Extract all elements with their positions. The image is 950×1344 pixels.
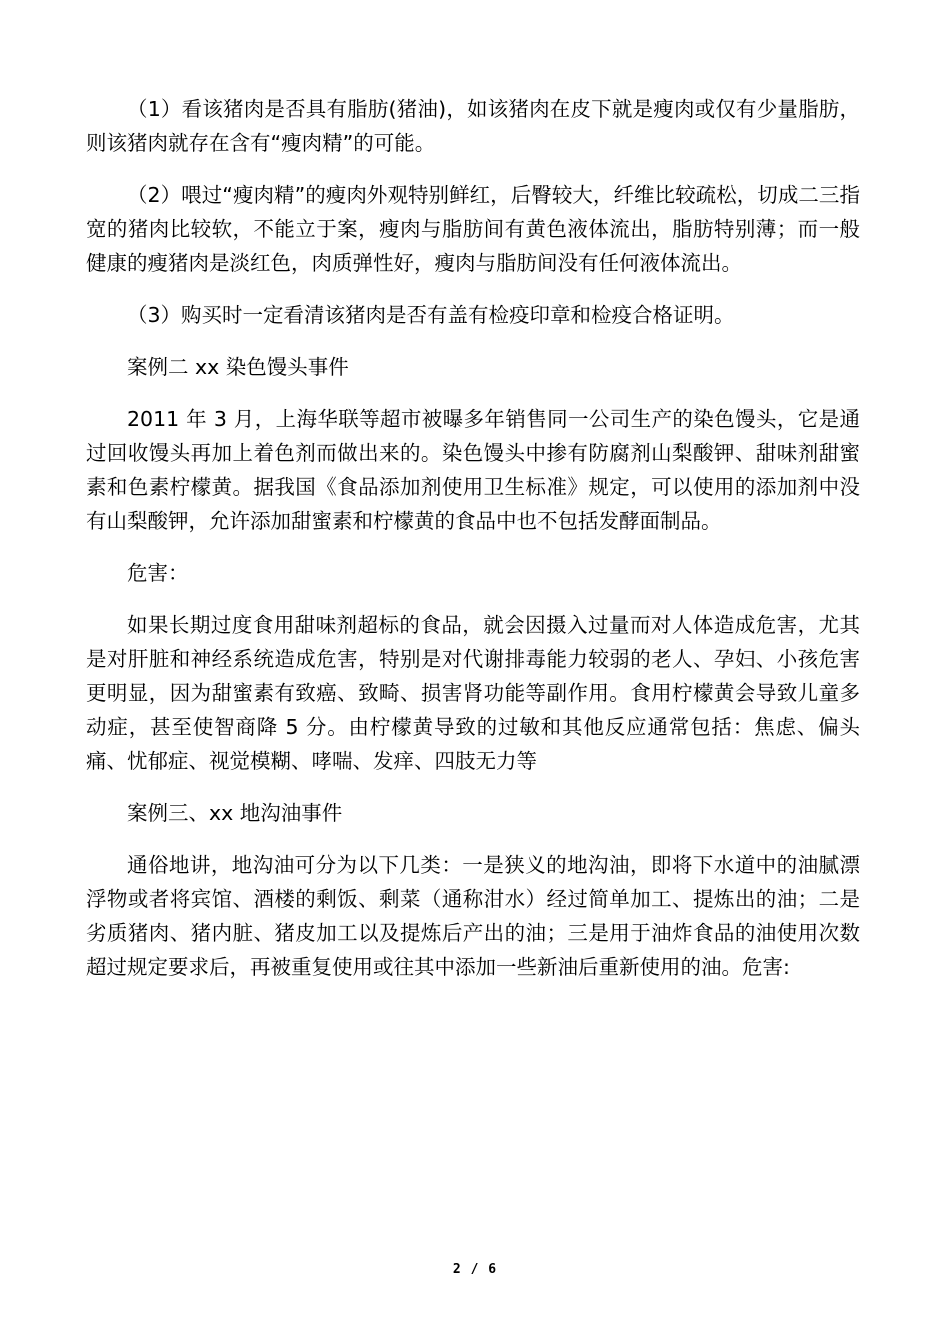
- document-body: [86, 92, 860, 1002]
- paragraph-dyed-buns: 2011 年 3 月，上海华联等超市被曝多年销售同一公司生产的染色馒头，它是通过回收馒头再加上着色剂而做出来的。染色馒头中掺有防腐剂山梨酸钾、甜味剂甜蜜素和色素柠檬黄。据我国《食品添加剂使用卫生标准》规定，可以使用的添加剂中没有山梨酸钾，允许添加甜蜜素和柠檬黄的食品中也不包括发酵面制品。: [86, 407, 860, 533]
- heading-case-two: 案例二 xx 染色馒头事件: [127, 355, 349, 379]
- paragraph-pork-appearance: （2）喂过“瘦肉精”的瘦肉外观特别鲜红，后臀较大，纤维比较疏松，切成二三指宽的猪肉比较软，不能立于案，瘦肉与脂肪间有黄色液体流出，脂肪特别薄；而一般健康的瘦猪肉是淡红色，肉质弹性好，瘦肉与脂肪间没有任何液体流出。: [86, 183, 860, 275]
- heading-hazards: 危害：: [127, 561, 189, 585]
- paragraph-gutter-oil: 通俗地讲，地沟油可分为以下几类：一是狭义的地沟油，即将下水道中的油腻漂浮物或者将宾馆、酒楼的剩饭、剩菜（通称泔水）经过简单加工、提炼出的油；二是劣质猪肉、猪内脏、猪皮加工以及提炼后产出的油；三是用于油炸食品的油使用次数超过规定要求后，再被重复使用或往其中添加一些新油后重新使用的油。危害:: [86, 853, 860, 979]
- paragraph-pork-fat-check: （1）看该猪肉是否具有脂肪(猪油)，如该猪肉在皮下就是瘦肉或仅有少量脂肪，则该猪肉就存在含有“瘦肉精”的可能。: [86, 97, 860, 155]
- heading-case-three: 案例三、xx 地沟油事件: [127, 801, 343, 825]
- page-indicator: 2 / 6: [452, 1262, 498, 1277]
- paragraph-pork-certificate: （3）购买时一定看清该猪肉是否有盖有检疫印章和检疫合格证明。: [127, 303, 735, 327]
- paragraph-sweetener-hazards: 如果长期过度食用甜味剂超标的食品，就会因摄入过量而对人体造成危害，尤其是对肝脏和神经系统造成危害，特别是对代谢排毒能力较弱的老人、孕妇、小孩危害更明显，因为甜蜜素有致癌、致畸、损害肾功能等副作用。食用柠檬黄会导致儿童多动症，甚至使智商降 5 分。由柠檬黄导致的过敏和其他反应通常包括：焦虑、偏头痛、忧郁症、视觉模糊、哮喘、发痒、四肢无力等: [86, 613, 860, 773]
